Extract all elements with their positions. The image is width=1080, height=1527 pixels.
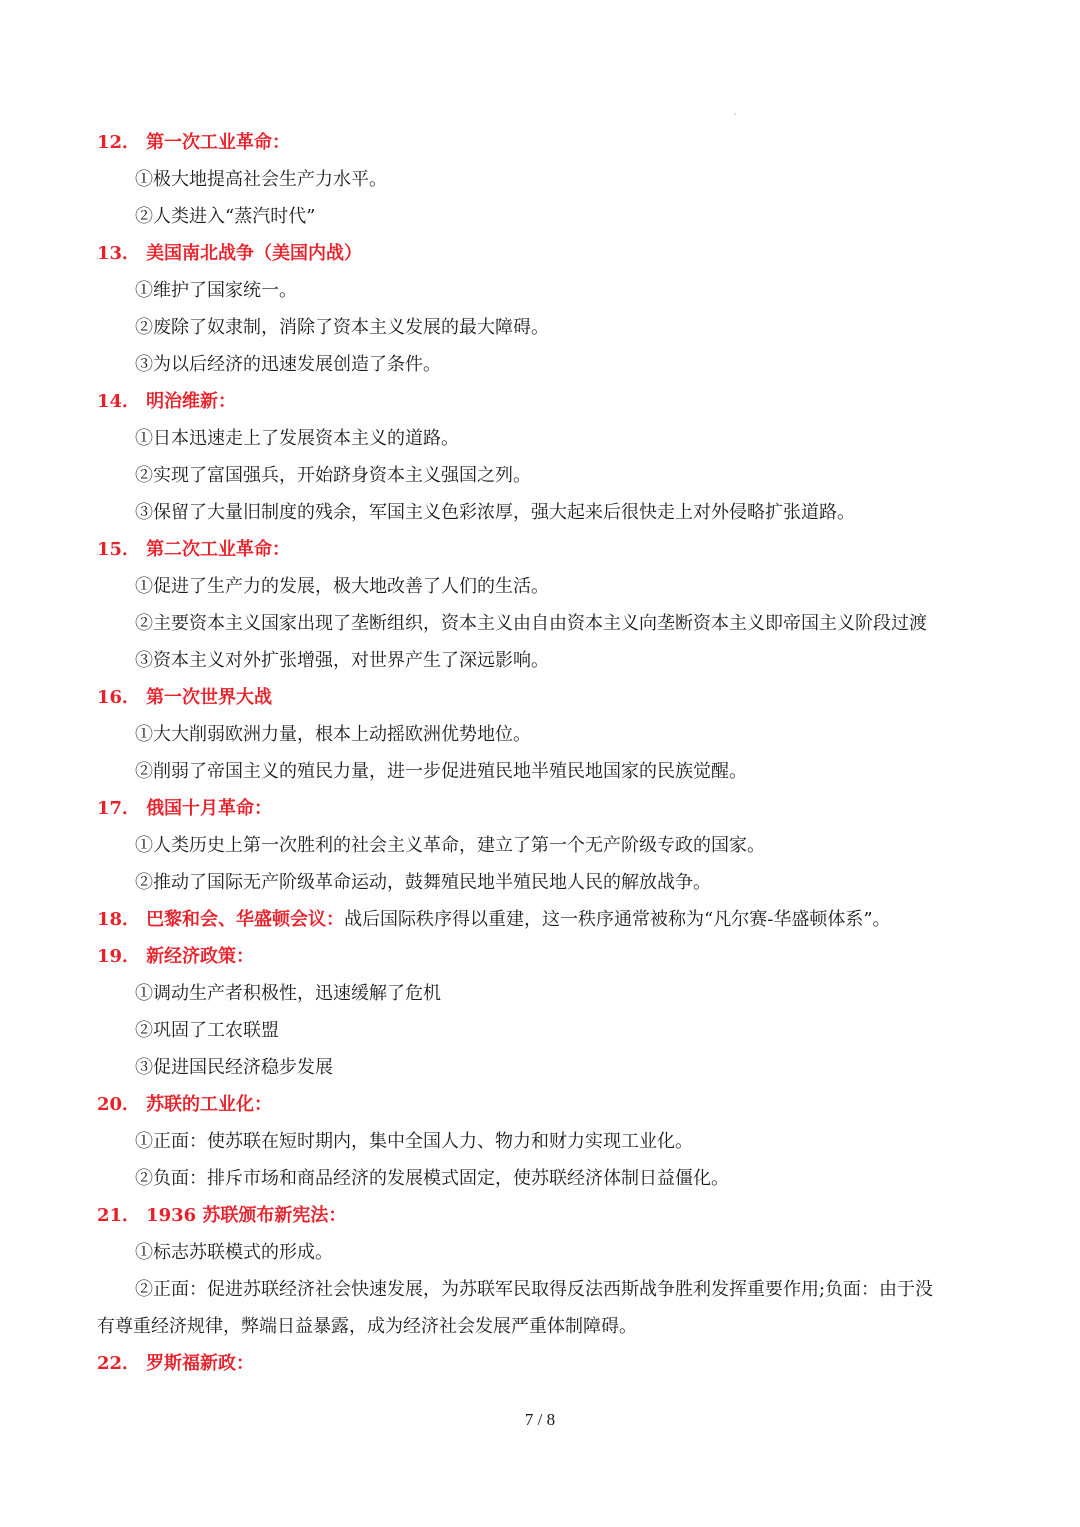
section-13-point-3: ③为以后经济的迅速发展创造了条件。 — [135, 354, 441, 375]
section-heading-15: 15． 第二次工业革命： — [97, 539, 291, 560]
section-13-point-2: ②废除了奴隶制，消除了资本主义发展的最大障碍。 — [135, 317, 549, 338]
section-19-point-1: ①调动生产者积极性，迅速缓解了危机 — [135, 983, 441, 1004]
section-14-point-3: ③保留了大量旧制度的残余，军国主义色彩浓厚，强大起来后很快走上对外侵略扩张道路。 — [135, 502, 855, 523]
section-12-point-1: ①极大地提高社会生产力水平。 — [135, 169, 387, 190]
page-number: 7 / 8 — [524, 1410, 556, 1429]
section-15-point-3: ③资本主义对外扩张增强，对世界产生了深远影响。 — [135, 650, 549, 671]
section-13-point-1: ①维护了国家统一。 — [135, 280, 297, 301]
section-heading-12: 12． 第一次工业革命： — [97, 132, 291, 153]
section-21-point-2: ②正面：促进苏联经济社会快速发展，为苏联军民取得反法西斯战争胜利发挥重要作用;负面：由于没 — [135, 1279, 934, 1300]
section-heading-20: 20． 苏联的工业化： — [97, 1094, 273, 1115]
section-heading-22: 22． 罗斯福新政： — [97, 1353, 255, 1374]
content-area — [97, 124, 997, 1382]
section-17-point-2: ②推动了国际无产阶级革命运动，鼓舞殖民地半殖民地人民的解放战争。 — [135, 872, 711, 893]
section-12-point-2: ②人类进入“蒸汽时代” — [135, 206, 316, 227]
section-18-inline-text: 战后国际秩序得以重建，这一秩序通常被称为“凡尔赛-华盛顿体系”。 — [344, 909, 891, 930]
scan-dot — [734, 113, 736, 115]
section-21-point-2-continued: 有尊重经济规律，弊端日益暴露，成为经济社会发展严重体制障碍。 — [97, 1316, 637, 1337]
section-heading-13: 13． 美国南北战争（美国内战） — [97, 243, 363, 264]
section-14-point-1: ①日本迅速走上了发展资本主义的道路。 — [135, 428, 459, 449]
section-14-point-2: ②实现了富国强兵，开始跻身资本主义强国之列。 — [135, 465, 531, 486]
section-heading-17: 17． 俄国十月革命： — [97, 798, 273, 819]
section-heading-16: 16． 第一次世界大战 — [97, 687, 273, 708]
section-heading-21: 21． 1936 苏联颁布新宪法： — [97, 1205, 347, 1226]
section-17-point-1: ①人类历史上第一次胜利的社会主义革命，建立了第一个无产阶级专政的国家。 — [135, 835, 765, 856]
section-16-point-1: ①大大削弱欧洲力量，根本上动摇欧洲优势地位。 — [135, 724, 531, 745]
section-16-point-2: ②削弱了帝国主义的殖民力量，进一步促进殖民地半殖民地国家的民族觉醒。 — [135, 761, 747, 782]
section-heading-19: 19． 新经济政策： — [97, 946, 255, 967]
section-15-point-1: ①促进了生产力的发展，极大地改善了人们的生活。 — [135, 576, 549, 597]
section-19-point-2: ②巩固了工农联盟 — [135, 1020, 279, 1041]
section-20-point-1: ①正面：使苏联在短时期内，集中全国人力、物力和财力实现工业化。 — [135, 1131, 693, 1152]
section-21-point-1: ①标志苏联模式的形成。 — [135, 1242, 333, 1263]
section-15-point-2: ②主要资本主义国家出现了垄断组织，资本主义由自由资本主义向垄断资本主义即帝国主义阶段过渡 — [135, 613, 927, 634]
section-20-point-2: ②负面：排斥市场和商品经济的发展模式固定，使苏联经济体制日益僵化。 — [135, 1168, 729, 1189]
section-heading-18: 18． 巴黎和会、华盛顿会议：战后国际秩序得以重建，这一秩序通常被称为“凡尔赛-华盛顿体系”。 — [97, 909, 891, 930]
section-19-point-3: ③促进国民经济稳步发展 — [135, 1057, 333, 1078]
section-heading-14: 14． 明治维新： — [97, 391, 237, 412]
